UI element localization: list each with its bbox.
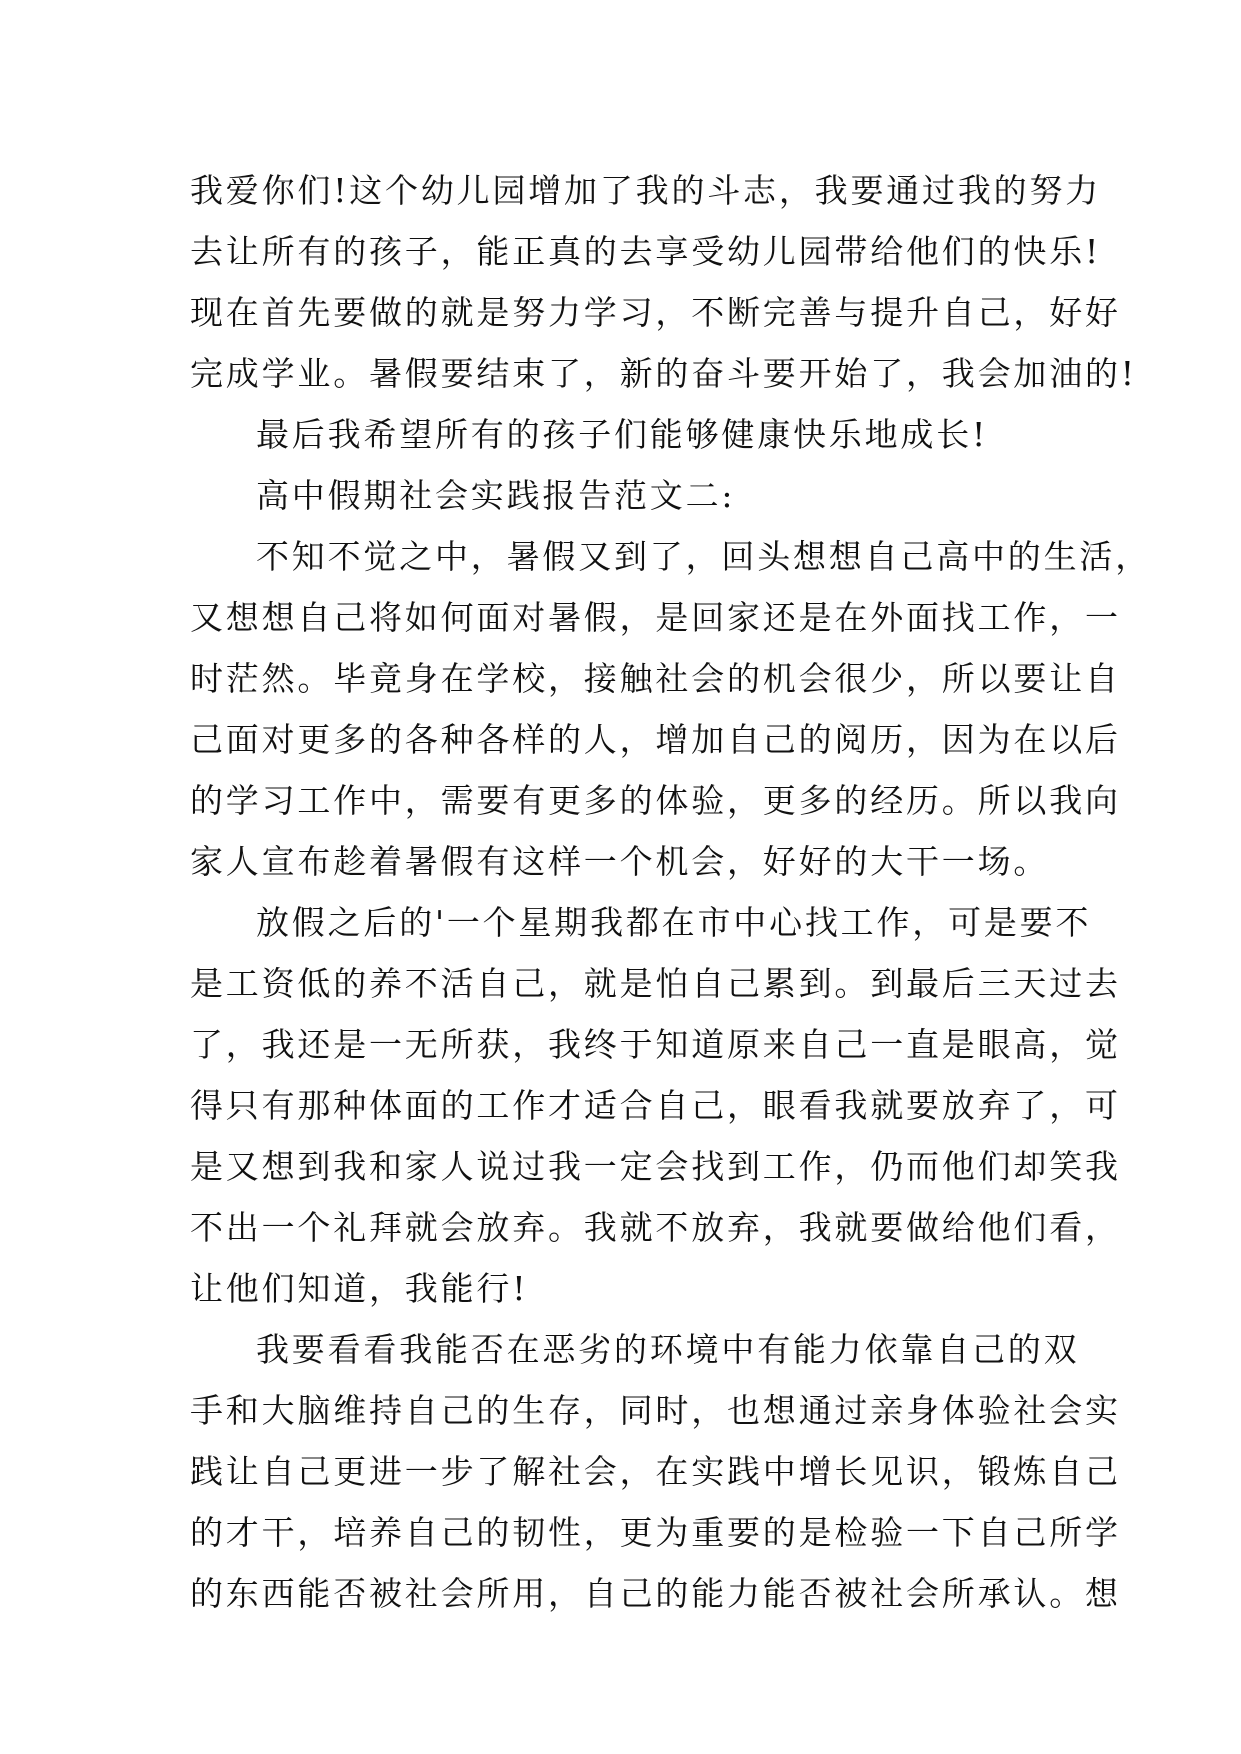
text-line: 的东西能否被社会所用，自己的能力能否被社会所承认。想	[190, 1574, 1121, 1613]
text-line: 了，我还是一无所获，我终于知道原来自己一直是眼高，觉	[190, 1025, 1121, 1064]
text-line: 己面对更多的各种各样的人，增加自己的阅历，因为在以后	[190, 720, 1121, 759]
text-line: 手和大脑维持自己的生存，同时，也想通过亲身体验社会实	[190, 1391, 1121, 1430]
section-heading: 高中假期社会实践报告范文二:	[256, 476, 736, 515]
text-line: 完成学业。暑假要结束了，新的奋斗要开始了，我会加油的!	[190, 354, 1137, 393]
text-line: 我爱你们!这个幼儿园增加了我的斗志，我要通过我的努力	[190, 171, 1102, 210]
text-line: 的才干，培养自己的韧性，更为重要的是检验一下自己所学	[190, 1513, 1121, 1552]
body-text	[190, 160, 1151, 1624]
text-line: 去让所有的孩子，能正真的去享受幼儿园带给他们的快乐!	[190, 232, 1102, 271]
text-line: 践让自己更进一步了解社会，在实践中增长见识，锻炼自己	[190, 1452, 1121, 1491]
text-line: 不出一个礼拜就会放弃。我就不放弃，我就要做给他们看，	[190, 1208, 1121, 1247]
text-line: 时茫然。毕竟身在学校，接触社会的机会很少，所以要让自	[190, 659, 1121, 698]
text-line: 最后我希望所有的孩子们能够健康快乐地成长!	[256, 415, 989, 454]
text-line: 是工资低的养不活自己，就是怕自己累到。到最后三天过去	[190, 964, 1121, 1003]
text-line: 得只有那种体面的工作才适合自己，眼看我就要放弃了，可	[190, 1086, 1121, 1125]
text-line: 放假之后的'一个星期我都在市中心找工作，可是要不	[256, 903, 1092, 942]
text-line: 的学习工作中，需要有更多的体验，更多的经历。所以我向	[190, 781, 1121, 820]
text-line: 现在首先要做的就是努力学习，不断完善与提升自己，好好	[190, 293, 1121, 332]
text-line: 让他们知道，我能行!	[190, 1269, 529, 1308]
text-line: 家人宣布趁着暑假有这样一个机会，好好的大干一场。	[190, 842, 1050, 881]
text-line: 我要看看我能否在恶劣的环境中有能力依靠自己的双	[256, 1330, 1080, 1369]
text-line: 是又想到我和家人说过我一定会找到工作，仍而他们却笑我	[190, 1147, 1121, 1186]
text-line: 又想想自己将如何面对暑假，是回家还是在外面找工作，一	[190, 598, 1121, 637]
text-line: 不知不觉之中，暑假又到了，回头想想自己高中的生活，	[256, 537, 1151, 576]
